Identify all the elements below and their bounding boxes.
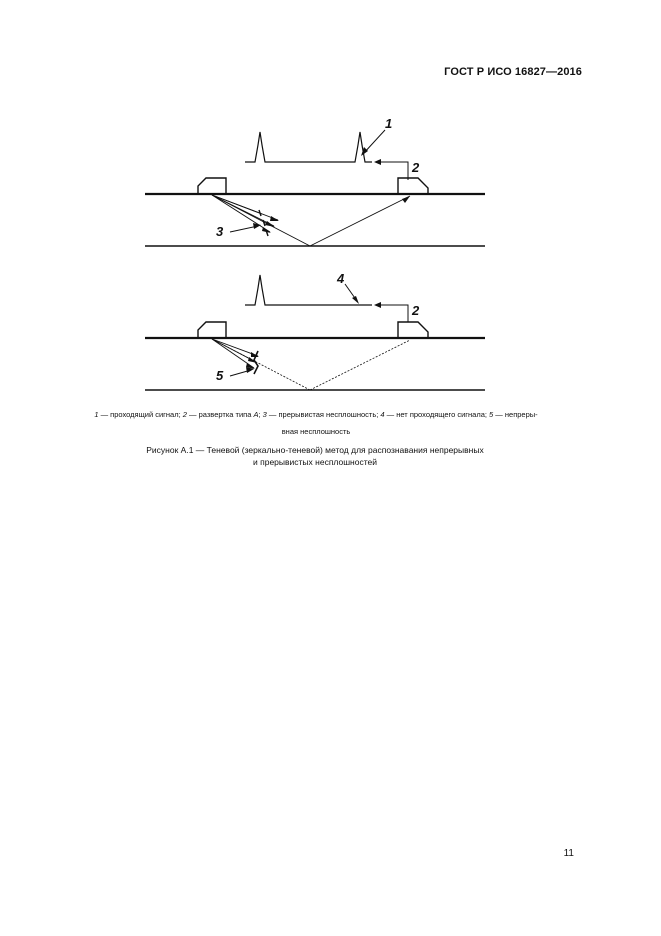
legend-text-2b: ;: [258, 410, 263, 419]
callout-2-arrowhead-lower: [374, 302, 381, 308]
caption-line-2: и прерывистых несплошностей: [253, 457, 377, 467]
a-scan-trace-upper: [245, 132, 372, 162]
legend-num-4: 4: [380, 410, 385, 419]
document-header: ГОСТ Р ИСО 16827—2016: [444, 66, 582, 78]
callout-3: 3: [216, 224, 224, 239]
legend-text-4: — нет проходящего сигнала;: [384, 410, 490, 419]
legend-text-5: — непреры-: [493, 410, 538, 419]
upper-diagram: [145, 130, 485, 246]
legend-num-2: 2: [182, 410, 187, 419]
legend-num-5: 5: [489, 410, 494, 419]
beam-up-upper: [310, 196, 410, 246]
sweep-lead-lower: [380, 305, 408, 322]
legend-text-1: — проходящий сигнал;: [98, 410, 183, 419]
beam-arrowhead-upper: [402, 196, 410, 203]
callout-2-arrowhead-upper: [374, 159, 381, 165]
legend-line-1: [46, 406, 586, 423]
callout-2-upper: 2: [412, 160, 420, 175]
callout-1: 1: [385, 116, 393, 131]
callout-2-lower: 2: [412, 303, 420, 318]
page-number: 11: [563, 848, 574, 859]
transmitter-probe-upper: [198, 178, 226, 193]
figure-caption: [60, 444, 570, 468]
callout-5: 5: [216, 368, 224, 383]
a-scan-trace-lower: [245, 275, 372, 305]
figure-legend: [46, 406, 586, 440]
callout-4-arrowhead: [352, 296, 359, 304]
legend-num-1: 1: [94, 410, 99, 419]
receiver-probe-upper: [398, 178, 428, 193]
beam-up-lower: [310, 340, 410, 390]
callout-4: 4: [337, 271, 345, 286]
receiver-probe-lower: [398, 322, 428, 337]
legend-line-2: вная несплошность: [281, 427, 351, 436]
lower-diagram: [145, 275, 485, 390]
caption-line-1: Рисунок А.1 — Теневой (зеркально-теневой) метод для распознавания непрерывных: [146, 445, 484, 455]
legend-text-2: — развертка типа: [186, 410, 254, 419]
legend-type-a: А: [253, 410, 259, 419]
legend-text-3: — прерывистая несплошность;: [266, 410, 381, 419]
transmitter-probe-lower: [198, 322, 226, 337]
legend-num-3: 3: [262, 410, 267, 419]
